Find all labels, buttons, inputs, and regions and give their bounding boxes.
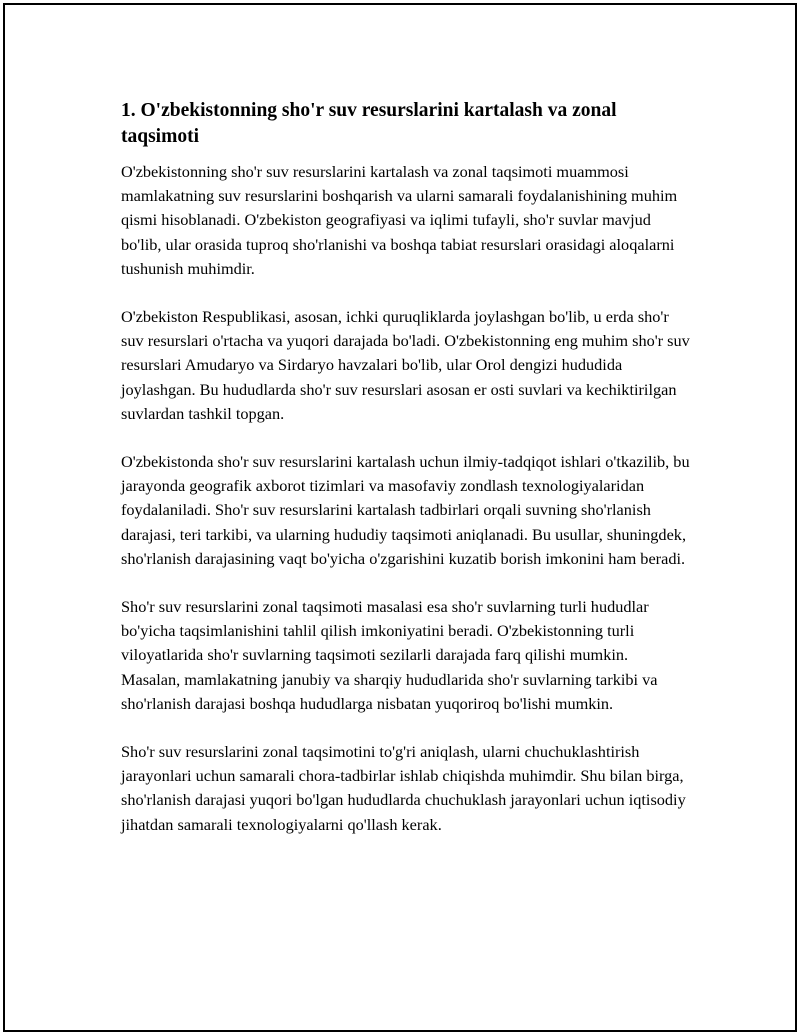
document-body (121, 98, 691, 861)
paragraph-4: Sho'r suv resurslarini zonal taqsimoti masalasi esa sho'r suvlarning turli hududlar bo'yicha taqsimlanishini tahlil qilish imkoniyatini beradi. O'zbekistonning turli viloyatlarida sho'r suvlarning taqsimoti sezilarli darajada farq qilishi mumkin. Masalan, mamlakatning janubiy va sharqiy hududlarida sho'r suvlarning tarkibi va sho'rlanish darajasi boshqa hududlarga nisbatan yuqoriroq bo'lishi mumkin. (121, 597, 658, 713)
paragraph-3: O'zbekistonda sho'r suv resurslarini kartalash uchun ilmiy-tadqiqot ishlari o'tkazilib, bu jarayonda geografik axborot tizimlari va masofaviy zondlash texnologiyalaridan foydalaniladi. Sho'r suv resurslarini kartalash tadbirlari orqali suvning sho'rlanish darajasi, teri tarkibi, va ularning hududiy taqsimoti aniqlanadi. Bu usullar, shuningdek, sho'rlanish darajasining vaqt bo'yicha o'zgarishini kuzatib borish imkonini ham beradi. (121, 452, 690, 568)
document-title: 1. O'zbekistonning sho'r suv resurslarini kartalash va zonal taqsimoti (121, 100, 617, 147)
paragraph-5: Sho'r suv resurslarini zonal taqsimotini to'g'ri aniqlash, ularni chuchuklashtirish jarayonlari uchun samarali chora-tadbirlar ishlab chiqishda muhimdir. Shu bilan birga, sho'rlanish darajasi yuqori bo'lgan hududlarda chuchuklash jarayonlari uchun iqtisodiy jihatdan samarali texnologiyalarni qo'llash kerak. (121, 742, 686, 834)
paragraph-2: O'zbekiston Respublikasi, asosan, ichki quruqliklarda joylashgan bo'lib, u erda sho'r suv resurslari o'rtacha va yuqori darajada bo'ladi. O'zbekistonning eng muhim sho'r suv resurslari Amudaryo va Sirdaryo havzalari bo'lib, ular Orol dengizi hududida joylashgan. Bu hududlarda sho'r suv resurslari asosan er osti suvlari va kechiktirilgan suvlardan tashkil topgan. (121, 307, 690, 423)
paragraph-1: O'zbekistonning sho'r suv resurslarini kartalash va zonal taqsimoti muammosi mamlakatning suv resurslarini boshqarish va ularni samarali foydalanishining muhim qismi hisoblanadi. O'zbekiston geografiyasi va iqlimi tufayli, sho'r suvlar mavjud bo'lib, ular orasida tuproq sho'rlanishi va boshqa tabiat resurslari orasidagi aloqalarni tushunish muhimdir. (121, 162, 678, 278)
page-frame (3, 3, 797, 1032)
